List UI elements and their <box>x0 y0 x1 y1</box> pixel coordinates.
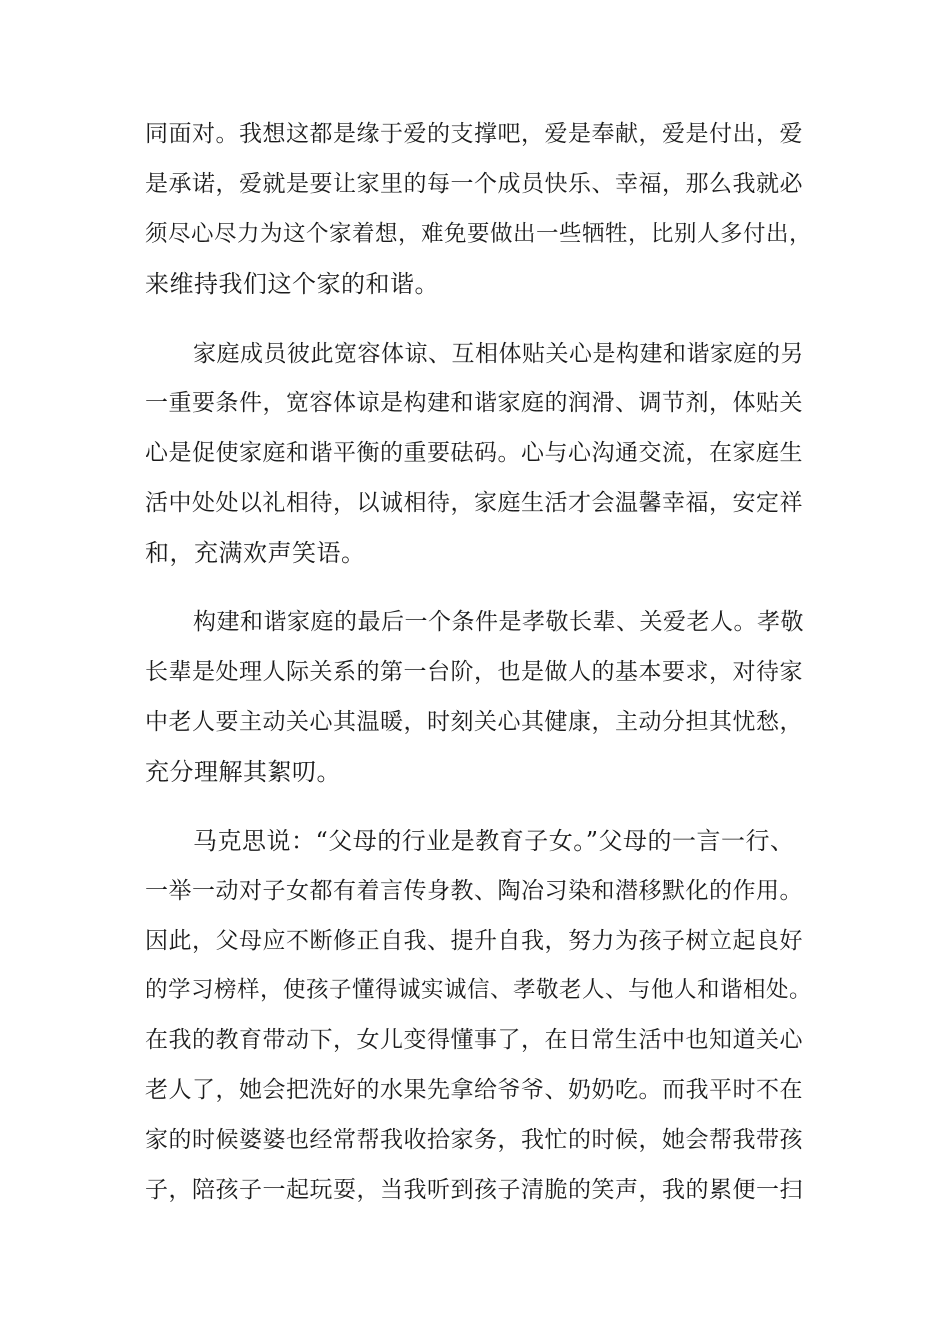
paragraph-4-line-3: 因此，父母应不断修正自我、提升自我，努力为孩子树立起良好 <box>145 928 803 954</box>
paragraph-4-line-4: 的学习榜样，使孩子懂得诚实诚信、孝敬老人、与他人和谐相处。 <box>145 977 813 1003</box>
paragraph-2-line-3: 心是促使家庭和谐平衡的重要砝码。心与心沟通交流，在家庭生 <box>145 440 803 466</box>
paragraph-1-line-2: 是承诺，爱就是要让家里的每一个成员快乐、幸福，那么我就必 <box>145 171 803 197</box>
paragraph-4-line-6: 老人了，她会把洗好的水果先拿给爷爷、奶奶吃。而我平时不在 <box>145 1077 803 1103</box>
paragraph-4-line-5: 在我的教育带动下，女儿变得懂事了，在日常生活中也知道关心 <box>145 1027 803 1053</box>
paragraph-3-line-4: 充分理解其絮叨。 <box>145 758 341 786</box>
paragraph-3-line-3: 中老人要主动关心其温暖，时刻关心其健康，主动分担其忧愁， <box>145 709 803 735</box>
paragraph-1-line-3: 须尽心尽力为这个家着想，难免要做出一些牺牲，比别人多付出， <box>145 221 813 247</box>
paragraph-1-line-4: 来维持我们这个家的和谐。 <box>145 270 439 298</box>
paragraph-4-line-2: 一举一动对子女都有着言传身教、陶冶习染和潜移默化的作用。 <box>145 878 803 904</box>
paragraph-2-line-2: 一重要条件，宽容体谅是构建和谐家庭的润滑、调节剂，体贴关 <box>145 390 803 416</box>
paragraph-4-line-7: 家的时候婆婆也经常帮我收拾家务，我忙的时候，她会帮我带孩 <box>145 1127 803 1153</box>
paragraph-1-line-1: 同面对。我想这都是缘于爱的支撑吧，爱是奉献，爱是付出，爱 <box>145 121 803 147</box>
paragraph-2-line-4: 活中处处以礼相待，以诚相待，家庭生活才会温馨幸福，安定祥 <box>145 490 803 516</box>
paragraph-2-line-5: 和，充满欢声笑语。 <box>145 539 366 567</box>
paragraph-3-line-2: 长辈是处理人际关系的第一台阶，也是做人的基本要求，对待家 <box>145 659 803 685</box>
paragraph-4-line-8: 子，陪孩子一起玩耍，当我听到孩子清脆的笑声，我的累便一扫 <box>145 1177 803 1203</box>
paragraph-2-line-1: 家庭成员彼此宽容体谅、互相体贴关心是构建和谐家庭的另 <box>193 341 804 367</box>
paragraph-4-line-1: 马克思说：“父母的行业是教育子女。”父母的一言一行、 <box>193 827 795 855</box>
paragraph-3-line-1: 构建和谐家庭的最后一个条件是孝敬长辈、关爱老人。孝敬 <box>193 609 804 635</box>
